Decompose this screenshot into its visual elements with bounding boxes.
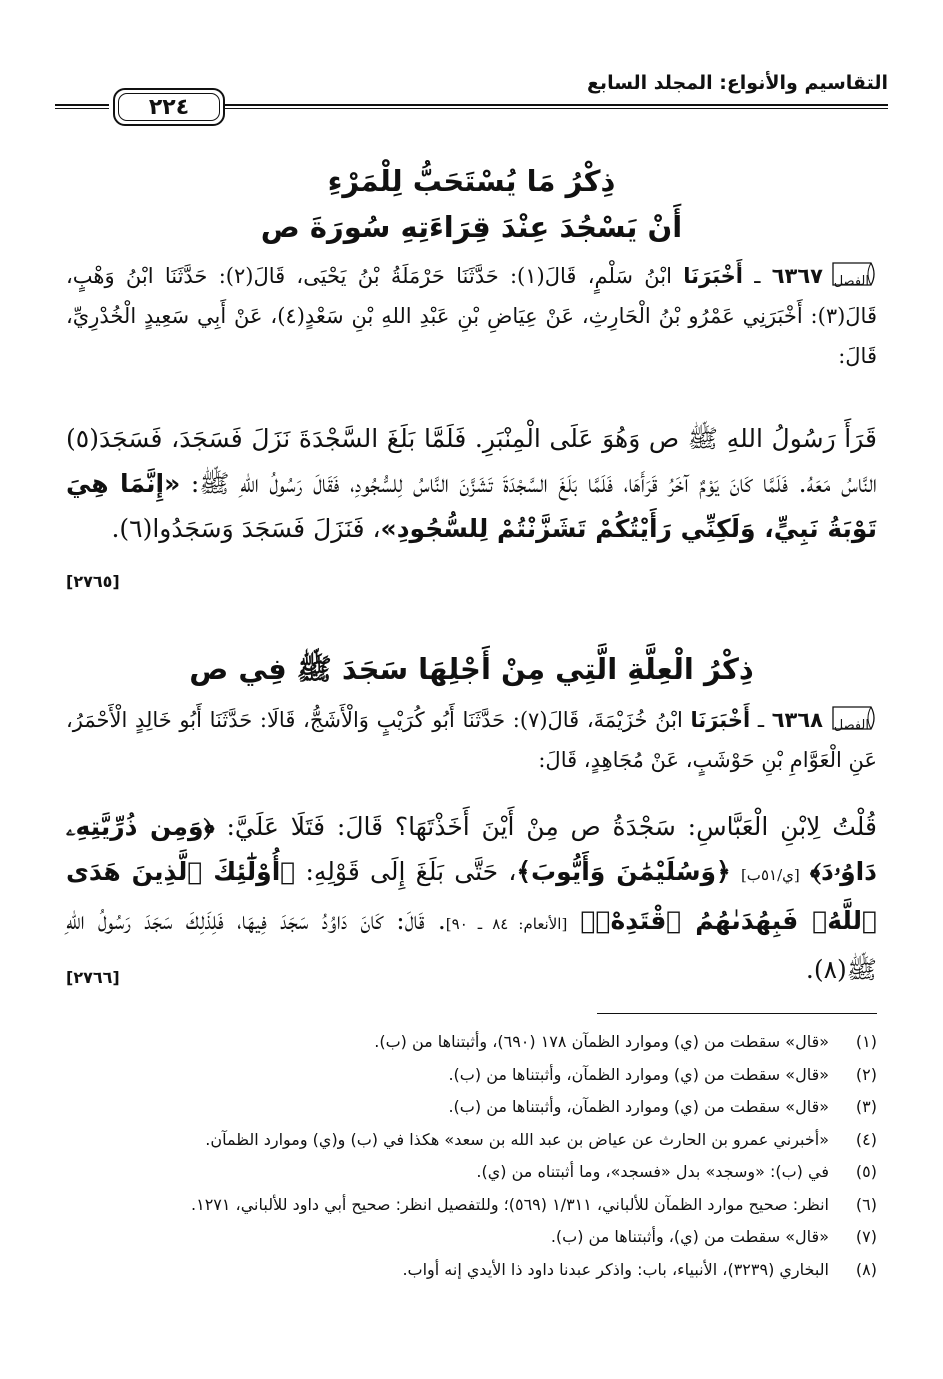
footnote-number: (٦)	[855, 1194, 877, 1214]
footnote-text: انظر: صحيح موارد الظمآن للألباني، ١/٣١١ (٥٦٩)؛ وللتفصيل انظر: صحيح أبي داود للألباني، ١٢٧١.	[191, 1194, 829, 1214]
quran-verse: ﴿أُوْلَٰٓئِكَ ٱلَّذِينَ هَدَى ٱللَّهُۖ فَبِهُدَىٰهُمُ ٱقْتَدِهْۗ﴾	[66, 857, 878, 935]
footnote-item	[66, 1026, 877, 1059]
quran-reference: [الأنعام: ٨٤ ـ ٩٠]	[445, 915, 568, 933]
footnote-text: «قال» سقطت من (ي) وموارد الظمآن ١٧٨ (٦٩٠)، وأثبتناها من (ب).	[374, 1032, 829, 1051]
running-header	[55, 60, 888, 120]
matn-ending: ، فَنَزَلَ فَسَجَدَ وَسَجَدُوا(٦).	[111, 514, 381, 543]
footnote-text: «قال» سقطت من (ي) وموارد الظمآن، وأثبتناها من (ب).	[448, 1097, 829, 1116]
hadith-reference-code: [٢٧٦٥]	[66, 572, 120, 591]
footnote-item	[66, 1091, 877, 1124]
hadith-reference-code: [٢٧٦٦]	[66, 968, 120, 987]
section-marker-label: الفصل	[833, 274, 869, 289]
heading-line-1: ذِكْرُ مَا يُسْتَحَبُّ لِلْمَرْءِ	[327, 164, 616, 198]
isnad-text: ابْنُ سَلْمٍ، قَالَ(١): حَدَّثَنَا حَرْمَلَةُ بْنُ يَحْيَى، قَالَ(٢): حَدَّثَنَا ابْنُ وَهْبٍ، قَالَ(٣): أَخْبَرَنِي عَمْرُو بْنُ الْحَارِثِ، عَنْ عِيَاضِ بْنِ عَبْدِ اللهِ بْنِ سَعْدٍ(٤)، عَنْ أَبِي سَعِيدٍ الْخُدْرِيِّ، قَالَ:	[66, 264, 877, 368]
footnote-number: (٧)	[855, 1227, 877, 1246]
footnote-text: «قال» سقطت من (ي)، وأثبتناها من (ب).	[550, 1227, 829, 1246]
matn-ending: . قَالَ: كَانَ دَاوُدُ سَجَدَ فِيهَا، فَلِذَلِكَ سَجَدَ رَسُولُ اللهِ ﷺ(٨).	[66, 906, 877, 984]
isnad-paragraph-2: الفصل ٦٣٦٨ ـ أَخْبَرَنَا ابْنُ خُزَيْمَةَ، قَالَ(٧): حَدَّثَنَا أَبُو كُرَيْبٍ وَالْأَشَجُّ، قَالَا: حَدَّثَنَا أَبُو خَالِدٍ الْأَحْمَرُ، عَنِ الْعَوَّامِ بْنِ حَوْشَبٍ، عَنْ مُجَاهِدٍ، قَالَ:	[66, 700, 877, 780]
footnote-item	[66, 1059, 877, 1092]
page-number-text: ٢٢٤	[148, 94, 190, 120]
header-rule	[250, 104, 888, 109]
matn-paragraph-1	[66, 416, 877, 551]
header-left-rule	[55, 104, 109, 109]
page-number	[113, 88, 225, 126]
footnote-item	[66, 1221, 877, 1254]
matn-text: قُلْتُ لِابْنِ الْعَبَّاسِ: سَجْدَةُ ص مِنْ أَيْنَ أَخَذْتَهَا؟ قَالَ: فَتَلَا عَلَيَّ:	[226, 812, 877, 841]
footnote-text: البخاري (٣٢٣٩)، الأنبياء، باب: واذكر عبدنا داود ذا الأيدي إنه أواب.	[402, 1259, 829, 1279]
footnote-number: (٤)	[855, 1129, 877, 1149]
section-marker-label: الفصل	[833, 718, 869, 733]
section-heading-2: ذِكْرُ الْعِلَّةِ الَّتِي مِنْ أَجْلِهَا سَجَدَ ﷺ فِي ص	[189, 652, 754, 686]
akhbarana-word: أَخْبَرَنَا	[690, 708, 751, 732]
hadith-number: ٦٣٦٧	[771, 264, 823, 288]
footnote-item	[66, 1156, 877, 1189]
akhbarana-word: أَخْبَرَنَا	[683, 264, 743, 288]
footnote-item	[66, 1124, 877, 1157]
footnote-text: «أخبرني عمرو بن الحارث عن عياض بن عبد الله بن سعد» هكذا في (ب) و(ي) وموارد الظمآن.	[205, 1129, 829, 1149]
footnote-separator	[597, 1013, 877, 1014]
footnotes	[66, 1026, 877, 1286]
footnote-number: (٣)	[855, 1097, 877, 1116]
section-marker-icon	[831, 261, 877, 287]
footnote-text: «قال» سقطت من (ي) وموارد الظمآن، وأثبتناها من (ب).	[448, 1064, 829, 1084]
heading-line-2: أَنْ يَسْجُدَ عِنْدَ قِرَاءَتِهِ سُورَةَ ص	[260, 210, 683, 244]
section-heading-1	[60, 158, 883, 250]
section-marker-icon	[831, 705, 877, 731]
isnad-paragraph-1: الفصل ٦٣٦٧ ـ أَخْبَرَنَا ابْنُ سَلْمٍ، قَالَ(١): حَدَّثَنَا حَرْمَلَةُ بْنُ يَحْيَى، قَالَ(٢): حَدَّثَنَا ابْنُ وَهْبٍ، قَالَ(٣): أَخْبَرَنِي عَمْرُو بْنُ الْحَارِثِ، عَنْ عِيَاضِ بْنِ عَبْدِ اللهِ بْنِ سَعْدٍ(٤)، عَنْ أَبِي سَعِيدٍ الْخُدْرِيِّ، قَالَ:	[66, 256, 877, 376]
footnote-item	[66, 1254, 877, 1287]
header-rule-short	[223, 104, 251, 109]
footnote-number: (٨)	[855, 1259, 877, 1279]
isnad-text: ابْنُ خُزَيْمَةَ، قَالَ(٧): حَدَّثَنَا أَبُو كُرَيْبٍ وَالْأَشَجُّ، قَالَا: حَدَّثَنَا أَبُو خَالِدٍ الْأَحْمَرُ، عَنِ الْعَوَّامِ بْنِ حَوْشَبٍ، عَنْ مُجَاهِدٍ، قَالَ:	[66, 708, 877, 772]
folio-marker: [ي/٥١ب]	[740, 866, 800, 884]
quran-verse: ﴿وَسُلَيْمَٰنَ وَأَيُّوبَ﴾	[516, 857, 731, 886]
matn-text: ، حَتَّى بَلَغَ إِلَى قَوْلِهِ:	[305, 857, 517, 886]
matn-text: قَرَأَ رَسُولُ اللهِ ﷺ ص وَهُوَ عَلَى الْمِنْبَرِ. فَلَمَّا بَلَغَ السَّجْدَةَ نَزَلَ فَسَجَدَ، فَسَجَدَ(٥) النَّاسُ مَعَهُ. فَلَمَّا كَانَ يَوْمٌ آخَرُ قَرَأَهَا، فَلَمَّا بَلَغَ السَّجْدَةَ تَشَزَّنَ النَّاسُ لِلسُّجُودِ، فَقَالَ رَسُولُ اللهِ ﷺ:	[66, 424, 877, 498]
footnote-number: (٥)	[855, 1162, 877, 1181]
footnote-text: في (ب): «وسجد» بدل «فسجد»، وما أثبتناه من (ي).	[476, 1162, 829, 1181]
footnote-number: (٢)	[855, 1064, 877, 1084]
footnote-number: (١)	[855, 1032, 877, 1051]
footnote-item	[66, 1189, 877, 1222]
header-title: التقاسيم والأنواع: المجلد السابع	[586, 72, 888, 94]
quran-verse: ﴿وَمِن ذُرِّيَّتِهِۦ دَاوُۥدَ﴾	[66, 812, 878, 886]
hadith-number: ٦٣٦٨	[771, 708, 823, 732]
matn-paragraph-2	[66, 804, 877, 992]
prophetic-quote: «إِنَّمَا هِيَ تَوْبَةُ نَبِيٍّ، وَلَكِنِّي رَأَيْتُكُمْ تَشَزَّنْتُمْ لِلسُّجُودِ»	[66, 469, 877, 543]
